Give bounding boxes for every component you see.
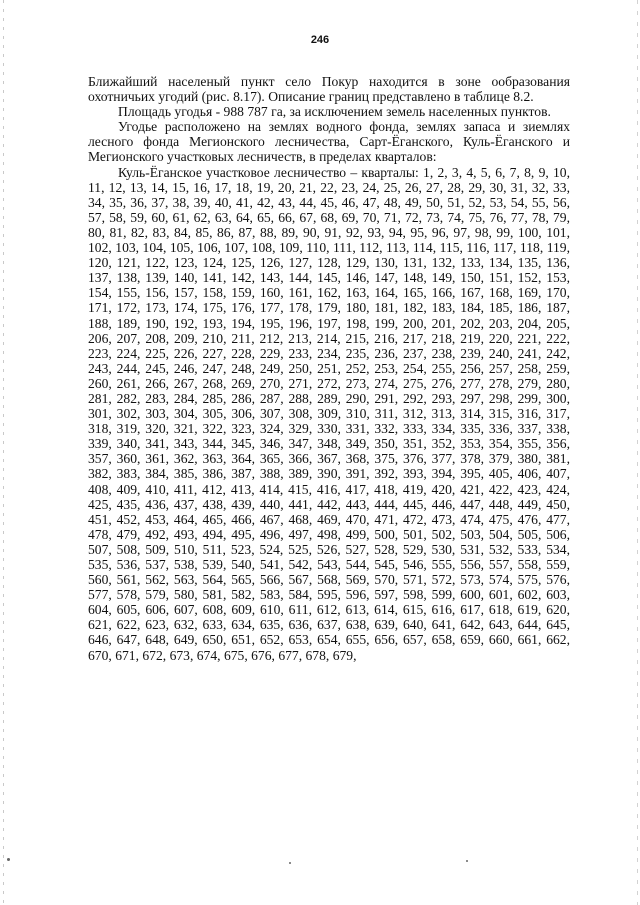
kul-egan-quarter-list: 9, 10, 11, 12, 13, 14, 15, 16, 17, 18, 19, 20, 21, 22, 23, 24, 25, 26, 27, 28, 29, 30, 31, 32, 33, 34, 35, 36, 37, 38, 39, 40, 41, 42, 43, 44, 45, 46, 47, 48, 49, 50, 51, 52, 53, 54, 55, 56, 57, 58, 59, 60, 61, 62, 63, 64, 65, 66, 67, 68, 69, 70, 71, 72, 73, 74, 75, 76, 77, 78, 79, 80, 81, 82, 83, 84, 85, 86, 87, 88, 89, 90, 91, 92, 93, 94, 95, 96, 97, 98, 99, 100, 101, 102, 103, 104, 105, 106, 107, 108, 109, 110, 111, 112, 113, 114, 115, 116, 117, 118, 119, 120, 121, 122, 123, 124, 125, 126, 127, 128, 129, 130, 131, 132, 133, 134, 135, 136, 137, 138, 139, 140, 141, 142, 143, 144, 145, 146, 147, 148, 149, 150, 151, 152, 153, 154, 155, 156, 157, 158, 159, 160, 161, 162, 163, 164, 165, 166, 167, 168, 169, 170, 171, 172, 173, 174, 175, 176, 177, 178, 179, 180, 181, 182, 183, 184, 185, 186, 187, 188, 189, 190, 192, 193, 194, 195, 196, 197, 198, 199, 200, 201, 202, 203, 204, 205, 206, 207, 208, 209, 210, 211, 212, 213, 214, 215, 216, 217, 218, 219, 220, 221, 222, 223, 224, 225, 226, 227, 228, 229, 233, 234, 235, 236, 237, 238, 239, 240, 241, 242, 243, 244, 245, 246, 247, 248, 249, 250, 251, 252, 253, 254, 255, 256, 257, 258, 259, 260, 261, 266, 267, 268, 269, 270, 271, 272, 273, 274, 275, 276, 277, 278, 279, 280, 281, 282, 283, 284, 285, 286, 287, 288, 289, 290, 291, 292, 293, 297, 298, 299, 300, 301, 302, 303, 304, 305, 306, 307, 308, 309, 310, 311, 312, 313, 314, 315, 316, 317, 318, 319, 320, 321, 322, 323, 324, 329, 330, 331, 332, 333, 334, 335, 336, 337, 338, 339, 340, 341, 343, 344, 345, 346, 347, 348, 349, 350, 351, 352, 353, 354, 355, 356, 357, 360, 361, 362, 363, 364, 365, 366, 367, 368, 375, 376, 377, 378, 379, 380, 381, 382, 383, 384, 385, 386, 387, 388, 389, 390, 391, 392, 393, 394, 395, 405, 406, 407, 408, 409, 410, 411, 412, 413, 414, 415, 416, 417, 418, 419, 420, 421, 422, 423, 424, 425, 435, 436, 437, 438, 439, 440, 441, 442, 443, 444, 445, 446, 447, 448, 449, 450, 451, 452, 453, 464, 465, 466, 467, 468, 469, 470, 471, 472, 473, 474, 475, 476, 477, 478, 479, 492, 493, 494, 495, 496, 497, 498, 499, 500, 501, 502, 503, 504, 505, 506, 507, 508, 509, 510, 511, 523, 524, 525, 526, 527, 528, 529, 530, 531, 532, 533, 534, 535, 536, 537, 538, 539, 540, 541, 542, 543, 544, 545, 546, 555, 556, 557, 558, 559, 560, 561, 562, 563, 564, 565, 566, 567, 568, 569, 570, 571, 572, 573, 574, 575, 576, 577, 578, 579, 580, 581, 582, 583, 584, 595, 596, 597, 598, 599, 600, 601, 602, 603, 604, 605, 606, 607, 608, 609, 610, 611, 612, 613, 614, 615, 616, 617, 618, 619, 620, 621, 622, 623, 632, 633, 634, 635, 636, 637, 638, 639, 640, 641, 642, 643, 644, 645, 646, 647, 648, 649, 650, 651, 652, 653, 654, 655, 656, 657, 658, 659, 660, 661, 662, 670, 671, 672, 673, 674, 675, 676, 677, 678, 679, — [88, 164, 570, 663]
paragraph-location: Угодье расположено на землях водного фонда, землях запаса и зиемлях лесного фонда Мегионского лесничества, Сарт-Ёганского, Куль-Ёганского и Мегионского участковых лесничеств, в пределах кварталов: — [88, 119, 570, 165]
paragraph-nearest-settlement: Ближайший населеный пункт село Покур находится в зоне ообразования охотничьих угодий (рис. 8.17). Описание границ представлено в таблице 8.2. — [88, 74, 570, 105]
paragraph-kul-egan-quarters — [88, 165, 570, 663]
paragraph-area: Площадь угодья - 988 787 га, за исключением земель населенных пунктов. — [118, 104, 551, 120]
scan-speck — [289, 862, 291, 864]
scan-speck — [7, 858, 10, 861]
scan-edge-left — [3, 0, 4, 905]
scan-speck — [466, 860, 468, 862]
document-body — [88, 74, 570, 663]
scan-edge-right — [637, 0, 638, 905]
kul-egan-intro: Куль-Ёганское участковое лесничество – кварталы: 1, 2, 3, 4, 5, 6, 7, 8, — [118, 164, 539, 180]
page-number: 246 — [310, 34, 330, 46]
